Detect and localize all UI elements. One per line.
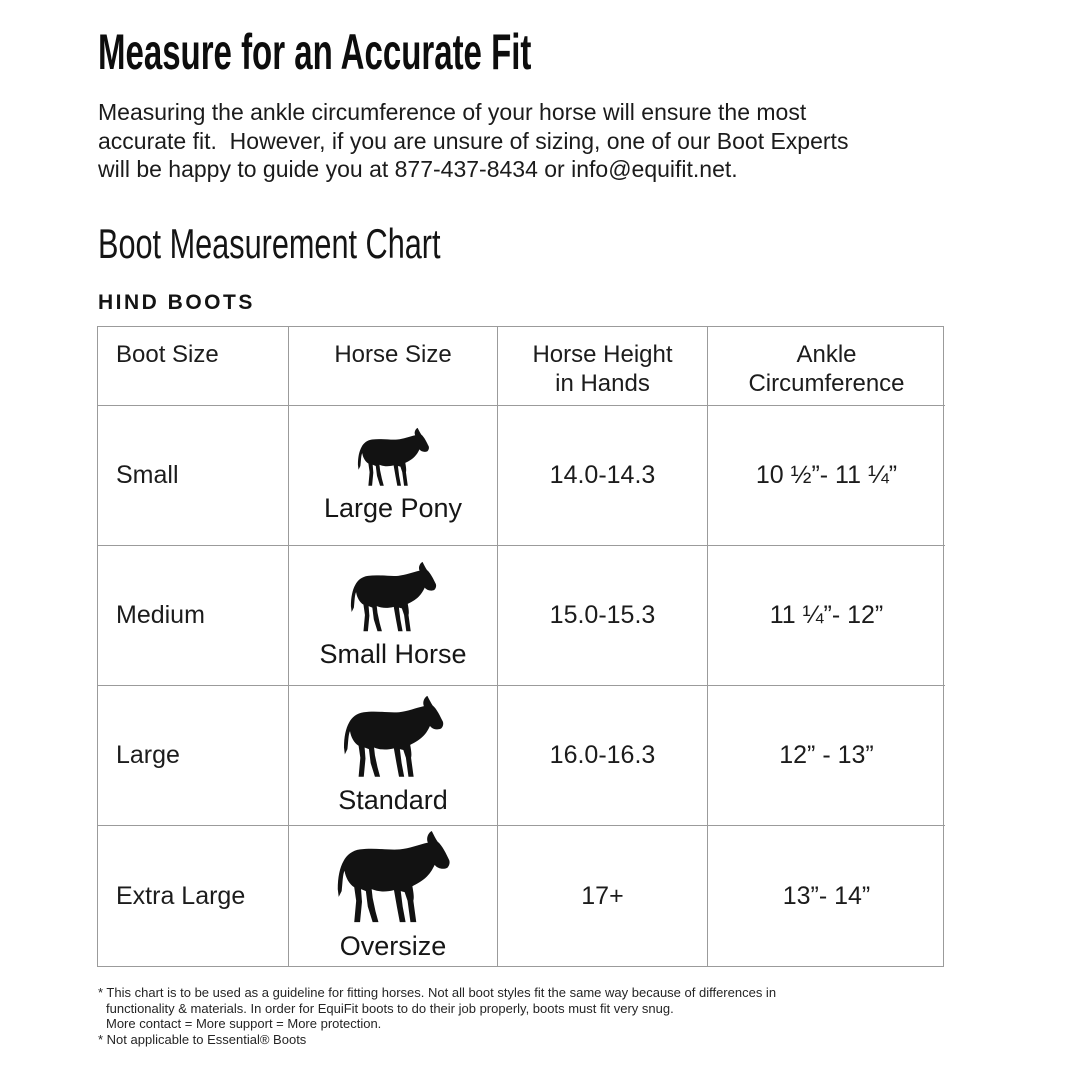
intro-line: Measuring the ankle circumference of your horse will ensure the most (98, 99, 807, 125)
footnote-line: * This chart is to be used as a guideline for fitting horses. Not all boot styles fit the same way because of differences in (98, 985, 777, 1000)
intro-line: accurate fit. However, if you are unsure of sizing, one of our Boot Experts (98, 127, 849, 154)
ankle-circumference-value: 11 ¼”- 12” (708, 546, 945, 686)
horse-height-value: 14.0-14.3 (498, 406, 708, 546)
table-label: HIND BOOTS (98, 291, 255, 314)
horse-size-caption: Oversize (339, 931, 447, 961)
header-line: Circumference (748, 370, 905, 397)
boot-measurement-table (97, 326, 944, 967)
header-cell-horse-height (498, 327, 708, 406)
horse-size-caption: Large Pony (323, 493, 463, 523)
page-title: Measure for an Accurate Fit (98, 24, 532, 80)
horse-height-value: 17+ (498, 826, 708, 966)
header-cell-ankle-circumference (708, 327, 945, 406)
ankle-circumference-value: 12” - 13” (708, 686, 945, 826)
header-line: Ankle (796, 341, 857, 368)
horse-height-value: 16.0-16.3 (498, 686, 708, 826)
boot-size-label: Small (98, 406, 289, 546)
intro-line: will be happy to guide you at 877-437-8434 or info@equifit.net. (98, 156, 738, 182)
horse-size-cell (289, 826, 498, 966)
horse-size-caption: Small Horse (319, 639, 467, 669)
horse-icon (337, 695, 449, 781)
ankle-circumference-value: 10 ½”- 11 ¼” (708, 406, 945, 546)
horse-icon (330, 830, 456, 927)
horse-size-cell (289, 546, 498, 686)
horse-size-cell (289, 686, 498, 826)
footnotes (98, 985, 776, 1047)
intro-paragraph (98, 98, 848, 184)
header-line: Horse Size (334, 341, 452, 368)
horse-height-value: 15.0-15.3 (498, 546, 708, 686)
header-line: Boot Size (116, 341, 219, 368)
header-cell-boot-size (98, 327, 289, 406)
horse-icon (353, 427, 433, 489)
boot-size-label: Medium (98, 546, 289, 686)
ankle-circumference-value: 13”- 14” (782, 881, 871, 910)
horse-size-cell (289, 406, 498, 546)
header-cell-horse-size (289, 327, 498, 406)
horse-icon (345, 561, 441, 635)
horse-size-caption: Standard (338, 785, 448, 815)
footnote-line: * Not applicable to Essential® Boots (98, 1031, 307, 1047)
section-title: Boot Measurement Chart (98, 220, 441, 267)
header-line: in Hands (555, 370, 650, 397)
header-line: Horse Height (532, 341, 673, 368)
footnote-line: functionality & materials. In order for EquiFit boots to do their job properly, boots must fit very snug. (106, 1000, 674, 1016)
footnote-line: More contact = More support = More protection. (106, 1016, 382, 1031)
boot-size-label: Extra Large (98, 826, 289, 966)
boot-size-label: Large (98, 686, 289, 826)
